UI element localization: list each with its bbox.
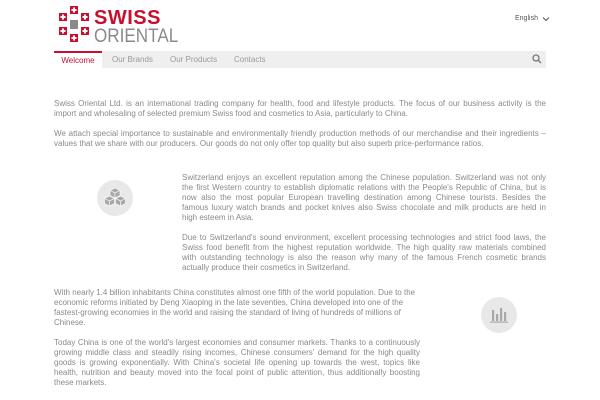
switzerland-paragraph-1: Switzerland enjoys an excellent reputation among the Chinese population. Switzerland was not only the first Western country to establish diplomatic relations with the People's Republic of China, but is now also the most popular European travelling destination among Chinese tourists. Besides the famous luxury watch brands and pocket knives also Swiss chocolate and milk products are held in high esteem in Asia.: [182, 173, 546, 222]
language-label: English: [515, 15, 538, 22]
search-icon[interactable]: [532, 54, 542, 64]
brand-name-line1: SWISS: [94, 7, 161, 29]
boxes-icon: [97, 180, 133, 216]
products-icon-badge: [97, 180, 133, 216]
tab-contacts[interactable]: Contacts: [234, 55, 266, 64]
logo-mark: [56, 5, 92, 45]
tab-our-products[interactable]: Our Products: [170, 55, 218, 64]
intro-paragraph-1: Swiss Oriental Ltd. is an international trading company for health, food and lifestyle products. The focus of our business activity is the import and wholesaling of selected premium Swiss food and cosmetics to Asia, particularly to China.: [54, 99, 546, 118]
switzerland-paragraph-2: Due to Switzerland's sound environment, excellent processing technologies and strict food laws, the Swiss food benefit from the highest reputation worldwide. The high quality raw materials combined with outstanding technology is also the reason why many of the famous French cosmetic brands actually produce their cosmetics in Switzerland.: [182, 233, 546, 272]
brand-name-line2: ORIENTAL: [94, 26, 179, 47]
bar-chart-icon: [481, 297, 517, 333]
logo[interactable]: [56, 5, 179, 47]
tab-our-brands[interactable]: Our Brands: [112, 55, 153, 64]
china-paragraph-2: Today China is one of the world's largest economies and consumer markets. Thanks to a continuously growing middle class and steadily rising incomes, Chinese consumers' demand for the high quality goods is growing exponentially. With China's societal life opening up towards the west, topics like health, nutrition and beauty moved into the focal point of public attention, thus additionally boosting these markets.: [54, 338, 420, 387]
tab-welcome[interactable]: Welcome: [54, 51, 102, 68]
china-paragraph-1: With nearly 1.4 billion inhabitants China constitutes almost one fifth of the world population. Due to the economic reforms initiated by Deng Xiaoping in the late seventies, China developed into one of the fastest-growing economies in the world and raising the standard of living of hundreds of millions of Chinese.: [54, 288, 416, 327]
language-selector[interactable]: [515, 15, 550, 22]
main-navigation: [54, 51, 546, 68]
market-icon-badge: [481, 297, 517, 333]
chevron-down-icon: [542, 16, 550, 22]
header: [0, 0, 600, 50]
intro-paragraph-2: We attach special importance to sustainable and environmentally friendly production methods of our merchandise and their ingredients – values that we share with our producers. Our goods do not only offer top quality but also superb price-performance ratios.: [54, 129, 546, 148]
